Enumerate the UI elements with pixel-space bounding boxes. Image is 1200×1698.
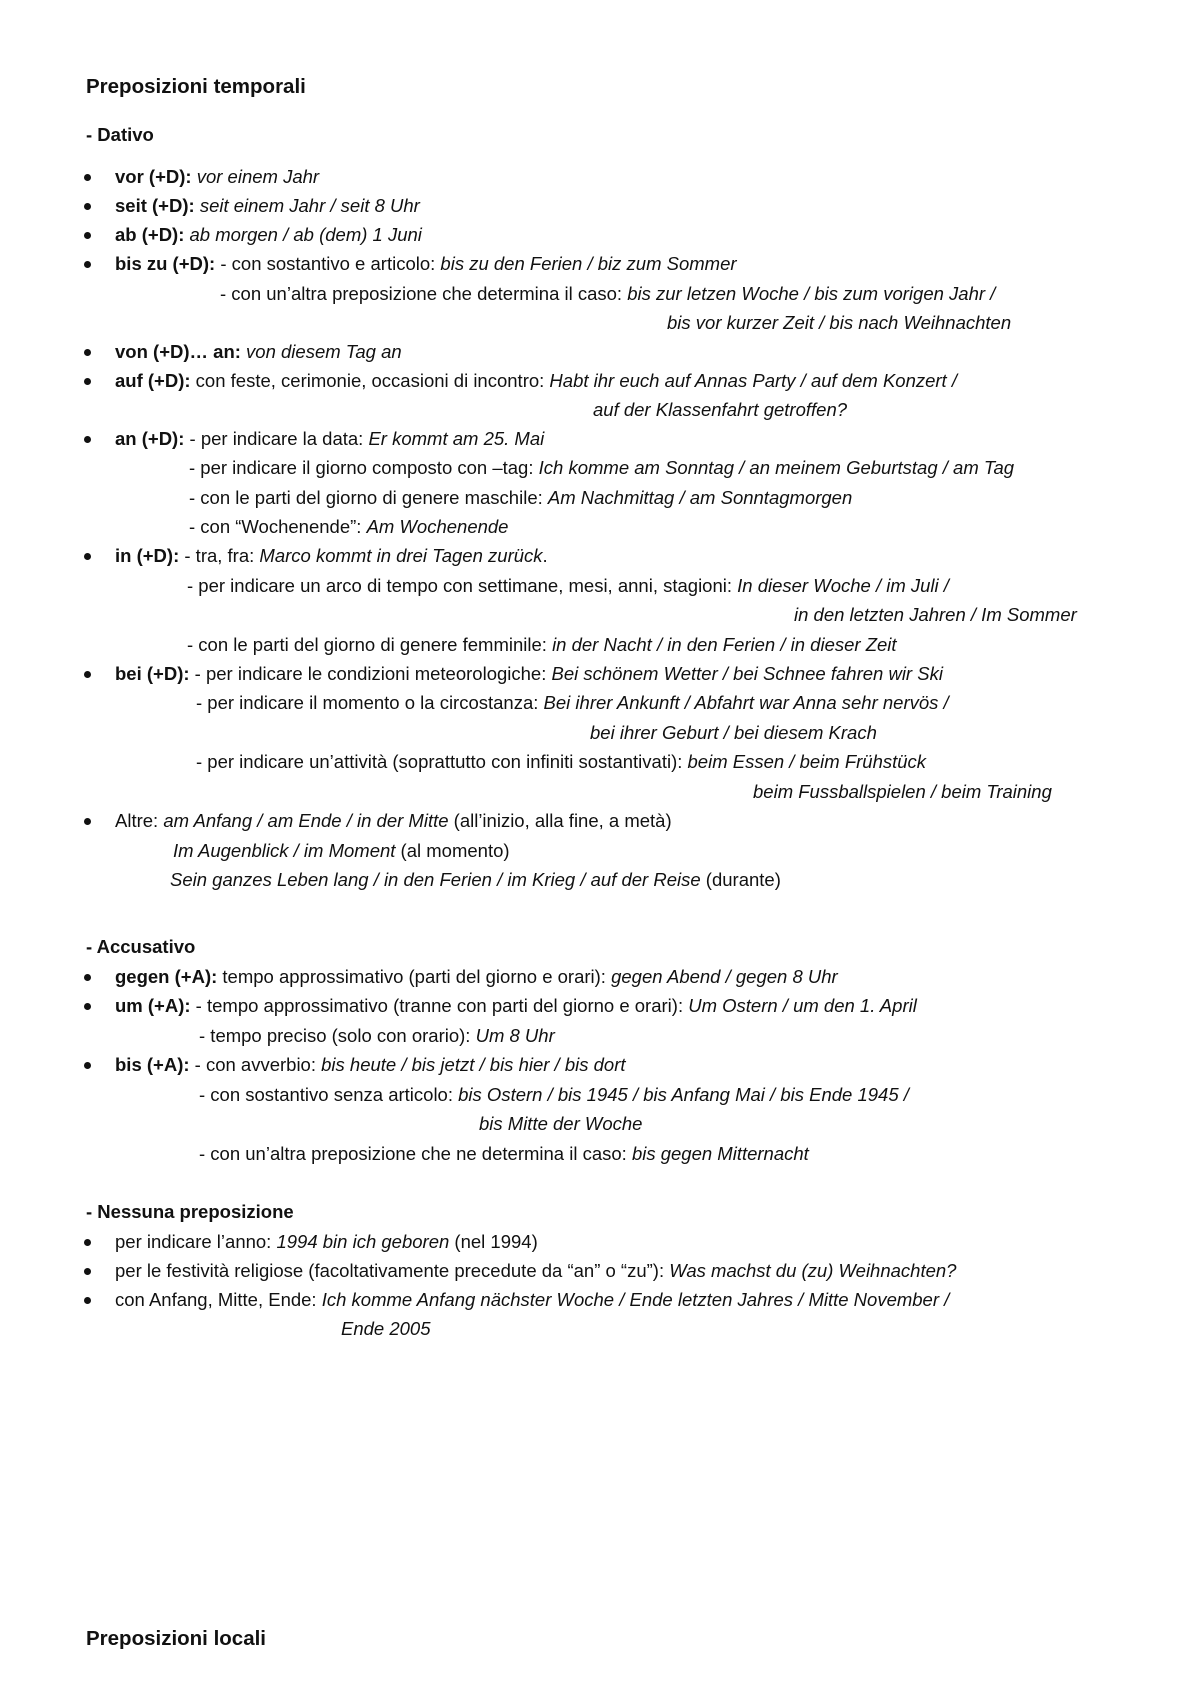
bullet-icon [84,174,91,181]
list-item-vor: vor (+D): vor einem Jahr [115,166,320,187]
list-item-in-line2: - per indicare un arco di tempo con settimane, mesi, anni, stagioni: In dieser Woche / im Juli / [187,575,949,596]
bullet-icon [84,974,91,981]
list-item-um-line2: - tempo preciso (solo con orario): Um 8 Uhr [199,1025,555,1046]
list-item-in-line3: in den letzten Jahren / Im Sommer [794,604,1077,625]
bullet-icon [84,671,91,678]
bullet-icon [84,818,91,825]
bullet-icon [84,1297,91,1304]
list-item-bis-line4: - con un’altra preposizione che ne determina il caso: bis gegen Mitternacht [199,1143,809,1164]
list-item-von-an: von (+D)… an: von diesem Tag an [115,341,402,362]
bullet-icon [84,1003,91,1010]
list-item-anfang-mitte-ende-line2: Ende 2005 [341,1318,431,1339]
list-item-um: um (+A): - tempo approssimativo (tranne con parti del giorno e orari): Um Ostern / um den 1. April [115,995,917,1016]
list-item-bis-zu-line2: - con un’altra preposizione che determina il caso: bis zur letzen Woche / bis zum vorigen Jahr / [220,283,996,304]
bullet-icon [84,378,91,385]
list-item-bis-line3: bis Mitte der Woche [479,1113,643,1134]
list-item-an-line2: - per indicare il giorno composto con –tag: Ich komme am Sonntag / an meinem Geburtstag / am Tag [189,457,1015,478]
list-item-bis: bis (+A): - con avverbio: bis heute / bis jetzt / bis hier / bis dort [115,1054,626,1075]
list-item-altre-line2: Im Augenblick / im Moment (al momento) [173,840,510,861]
bullet-icon [84,261,91,268]
bullet-icon [84,232,91,239]
bullet-icon [84,1268,91,1275]
list-item-seit: seit (+D): seit einem Jahr / seit 8 Uhr [115,195,420,216]
section-heading-accusativo: - Accusativo [86,936,196,957]
list-item-altre-line3: Sein ganzes Leben lang / in den Ferien / im Krieg / auf der Reise (durante) [170,869,781,890]
list-item-in-line4: - con le parti del giorno di genere femminile: in der Nacht / in den Ferien / in dieser Zeit [187,634,897,655]
list-item-bei: bei (+D): - per indicare le condizioni meteorologiche: Bei schönem Wetter / bei Schnee fahren wir Ski [115,663,943,684]
list-item-an-line4: - con “Wochenende”: Am Wochenende [189,516,509,537]
bullet-icon [84,1239,91,1246]
list-item-festivita: per le festività religiose (facoltativamente precedute da “an” o “zu”): Was machst du (zu) Weihnachten? [115,1260,957,1281]
section-heading-dativo: - Dativo [86,124,154,145]
section-heading-nessuna: - Nessuna preposizione [86,1201,294,1222]
list-item-bei-line4: - per indicare un’attività (soprattutto con infiniti sostantivati): beim Essen / beim Frühstück [196,751,927,772]
list-item-anno: per indicare l’anno: 1994 bin ich geboren (nel 1994) [115,1231,538,1252]
page-title: Preposizioni temporali [86,75,306,98]
list-item-in: in (+D): - tra, fra: Marco kommt in drei Tagen zurück. [115,545,548,566]
list-item-auf-line2: auf der Klassenfahrt getroffen? [593,399,848,420]
list-item-bis-line2: - con sostantivo senza articolo: bis Ostern / bis 1945 / bis Anfang Mai / bis Ende 1945 / [199,1084,909,1105]
list-item-gegen: gegen (+A): tempo approssimativo (parti del giorno e orari): gegen Abend / gegen 8 Uhr [115,966,838,987]
list-item-bei-line5: beim Fussballspielen / beim Training [753,781,1052,802]
list-item-an-line3: - con le parti del giorno di genere maschile: Am Nachmittag / am Sonntagmorgen [189,487,853,508]
bullet-icon [84,1062,91,1069]
list-item-bis-zu-line3: bis vor kurzer Zeit / bis nach Weihnachten [667,312,1012,333]
bullet-icon [84,349,91,356]
list-item-altre: Altre: am Anfang / am Ende / in der Mitte (all’inizio, alla fine, a metà) [115,810,672,831]
list-item-ab: ab (+D): ab morgen / ab (dem) 1 Juni [115,224,422,245]
list-item-an: an (+D): - per indicare la data: Er kommt am 25. Mai [115,428,545,449]
bullet-icon [84,436,91,443]
list-item-bis-zu: bis zu (+D): - con sostantivo e articolo: bis zu den Ferien / biz zum Sommer [115,253,737,274]
list-item-anfang-mitte-ende: con Anfang, Mitte, Ende: Ich komme Anfang nächster Woche / Ende letzten Jahres / Mitte November / [115,1289,950,1310]
list-item-auf: auf (+D): con feste, cerimonie, occasioni di incontro: Habt ihr euch auf Annas Party / auf dem Konzert / [115,370,957,391]
list-item-bei-line2: - per indicare il momento o la circostanza: Bei ihrer Ankunft / Abfahrt war Anna sehr nervös / [196,692,949,713]
page-title-locali: Preposizioni locali [86,1627,266,1650]
list-item-bei-line3: bei ihrer Geburt / bei diesem Krach [590,722,877,743]
bullet-icon [84,553,91,560]
bullet-icon [84,203,91,210]
